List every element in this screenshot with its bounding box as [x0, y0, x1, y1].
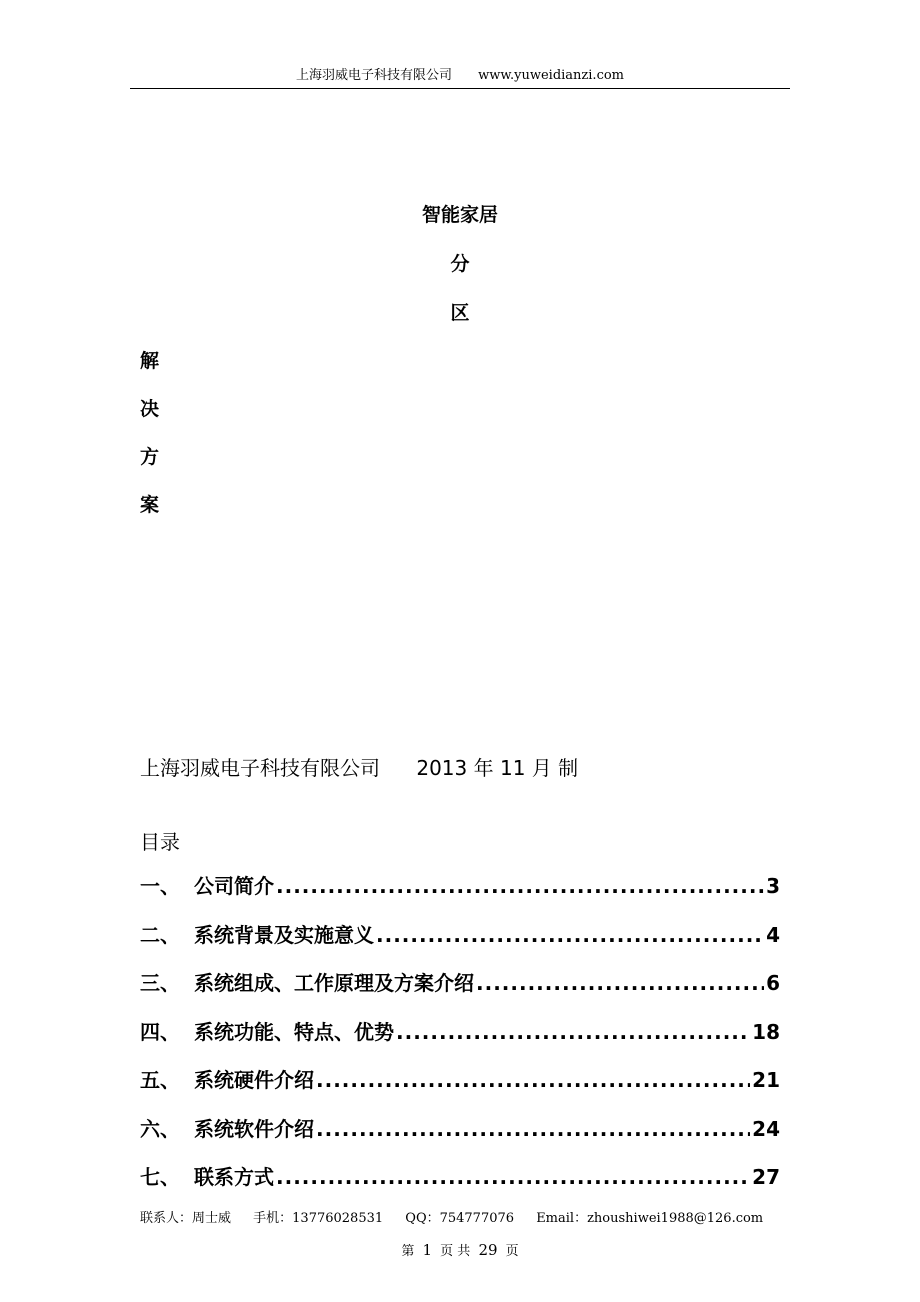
toc-item-title: 系统功能、特点、优势 [194, 1019, 394, 1044]
made-by-line [140, 752, 578, 781]
table-of-contents [140, 870, 780, 1210]
toc-item[interactable] [140, 967, 780, 1016]
toc-leader-dots [276, 874, 764, 898]
title-line-2: 分 [450, 253, 470, 275]
toc-item-title: 公司简介 [194, 874, 274, 898]
toc-item-number: 二、 [140, 922, 180, 947]
title-line-4: 解 [140, 350, 160, 372]
toc-item-number: 六、 [140, 1116, 180, 1141]
made-by-company: 上海羽威电子科技有限公司 [140, 756, 380, 780]
toc-item-page: 3 [766, 874, 780, 898]
toc-leader-dots [276, 1165, 750, 1189]
title-line-1: 智能家居 [421, 204, 498, 226]
made-by-date: 2013 年 11 月 制 [416, 756, 579, 780]
toc-item[interactable] [140, 1113, 780, 1162]
toc-item[interactable] [140, 919, 780, 968]
toc-leader-dots [396, 1020, 750, 1044]
contact-person: 联系人：周士威 [140, 1211, 232, 1226]
toc-leader-dots [316, 1117, 750, 1141]
header-website: www.yuweidianzi.com [478, 68, 624, 83]
toc-item-title: 系统硬件介绍 [194, 1068, 314, 1092]
toc-item-number: 七、 [140, 1165, 180, 1189]
toc-item-page: 6 [766, 971, 780, 995]
toc-leader-dots [376, 923, 764, 947]
page-header [130, 66, 790, 89]
contact-qq: QQ：754777076 [405, 1211, 515, 1226]
toc-item[interactable] [140, 1016, 780, 1065]
toc-item-page: 4 [766, 922, 780, 947]
toc-item-title: 系统组成、工作原理及方案介绍 [194, 971, 474, 995]
header-company: 上海羽威电子科技有限公司 [296, 68, 453, 83]
footer-prefix: 第 [401, 1244, 415, 1259]
footer-total-pages: 29 [478, 1241, 498, 1259]
footer-suffix: 页 [505, 1244, 519, 1259]
toc-heading: 目录 [140, 830, 180, 854]
toc-item-page: 27 [752, 1165, 780, 1189]
title-line-6: 方 [140, 446, 160, 468]
footer-middle: 页 共 [440, 1244, 471, 1259]
footer-page-number: 1 [422, 1241, 433, 1259]
toc-item-page: 24 [752, 1116, 780, 1141]
contact-phone: 手机：13776028531 [253, 1211, 384, 1226]
toc-item-number: 一、 [140, 874, 180, 898]
toc-item-number: 三、 [140, 971, 180, 995]
toc-item[interactable] [140, 870, 780, 919]
toc-item-page: 21 [752, 1068, 780, 1092]
toc-item-title: 系统软件介绍 [194, 1116, 314, 1141]
toc-item-number: 四、 [140, 1019, 180, 1044]
toc-leader-dots [316, 1068, 750, 1092]
title-line-3: 区 [450, 302, 470, 324]
title-line-5: 决 [140, 398, 160, 420]
toc-item-number: 五、 [140, 1068, 180, 1092]
toc-item[interactable] [140, 1064, 780, 1113]
toc-item[interactable] [140, 1161, 780, 1210]
toc-item-title: 联系方式 [194, 1165, 274, 1189]
toc-item-title: 系统背景及实施意义 [194, 922, 374, 947]
page-footer [0, 1240, 920, 1259]
contact-email: Email：zhoushiwei1988@126.com [536, 1211, 764, 1226]
contact-line [140, 1207, 781, 1226]
title-line-7: 案 [140, 494, 160, 516]
toc-leader-dots [476, 971, 764, 995]
toc-item-page: 18 [752, 1019, 780, 1044]
